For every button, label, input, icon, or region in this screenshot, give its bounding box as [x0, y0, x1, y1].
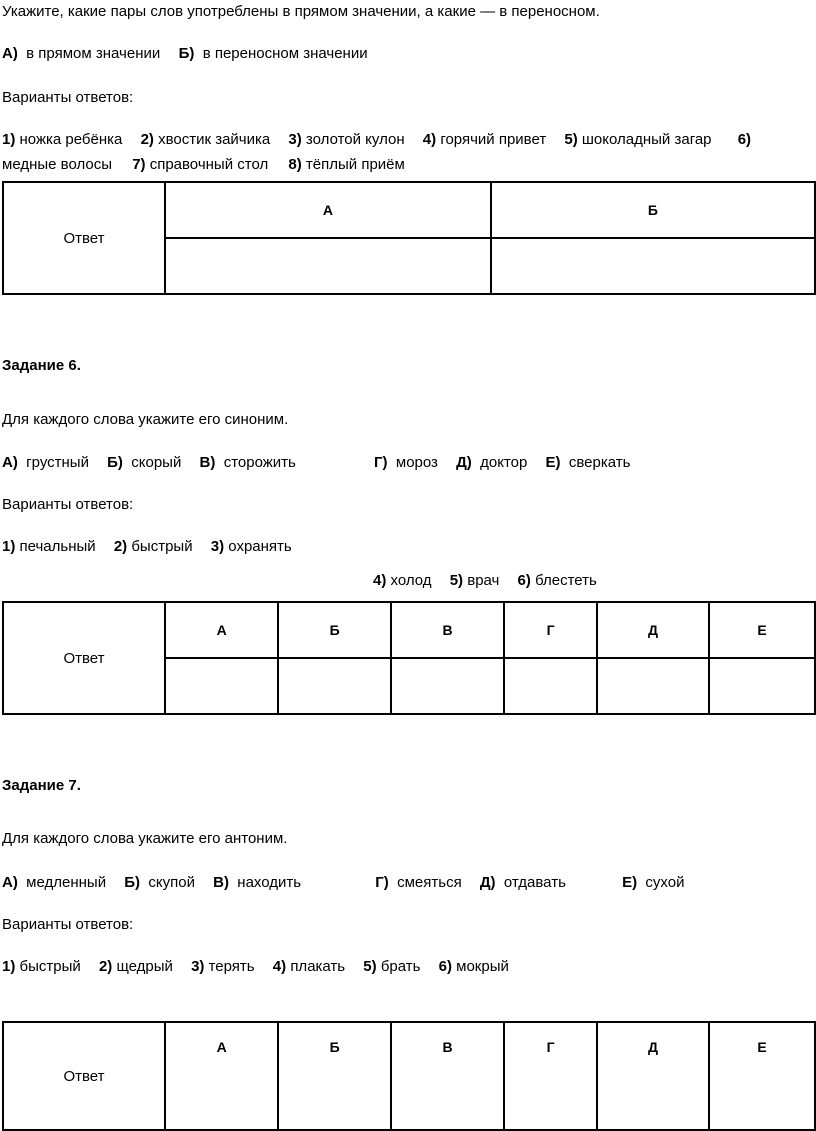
option-key: Б) — [178, 45, 195, 62]
variant-key: 6) — [737, 131, 752, 148]
answer-cell[interactable] — [504, 658, 597, 714]
task6-question: Для каждого слова укажите его синоним. — [2, 411, 289, 428]
variant-text: хвостик зайчика — [158, 131, 271, 148]
variant-key: 8) — [288, 156, 302, 173]
variant-key: 7) — [132, 156, 146, 173]
variant-key: 2) — [98, 958, 113, 975]
header-cell: Е — [709, 602, 815, 658]
variant-text: охранять — [228, 538, 292, 555]
word-text: отдавать — [503, 874, 566, 891]
word-text: сторожить — [223, 454, 296, 471]
task7-variants-label: Варианты ответов: — [2, 916, 134, 933]
task5-variants-line2 — [2, 155, 405, 175]
task7-question: Для каждого слова укажите его антоним. — [2, 830, 288, 847]
variant-key: 4) — [422, 131, 437, 148]
task7-answer-table — [2, 1021, 816, 1131]
variant-text: золотой кулон — [305, 131, 405, 148]
word-text: медленный — [26, 874, 107, 891]
header-cell: Г — [504, 1022, 597, 1130]
word-key: Б) — [107, 454, 123, 471]
word-key: Д) — [456, 454, 472, 471]
header-cell: Е — [709, 1022, 815, 1130]
word-key: Е) — [622, 874, 638, 891]
variant-text: быстрый — [131, 538, 193, 555]
option-key: А) — [2, 45, 18, 62]
option-text: в прямом значении — [26, 45, 161, 62]
variant-key: 3) — [191, 958, 205, 975]
variant-text: печальный — [19, 538, 96, 555]
word-key: А) — [2, 874, 18, 891]
word-text: сверкать — [568, 454, 631, 471]
variant-text: брать — [380, 958, 421, 975]
header-cell: Г — [504, 602, 597, 658]
variant-text: плакать — [290, 958, 346, 975]
task5-variants-label: Варианты ответов: — [2, 89, 134, 106]
answer-cell[interactable] — [709, 658, 815, 714]
task5-answer-table — [2, 181, 816, 295]
task6-variants-line1 — [2, 537, 292, 557]
variant-key: 6) — [517, 572, 531, 589]
word-key: Б) — [124, 874, 141, 891]
word-text: находить — [237, 874, 302, 891]
task7-variants — [2, 957, 509, 977]
task5-options — [2, 44, 368, 64]
variant-key: 6) — [438, 958, 452, 975]
header-cell: А — [165, 1022, 278, 1130]
header-cell: Б — [278, 602, 391, 658]
word-key: Г) — [375, 874, 389, 891]
variant-key: 1) — [2, 958, 16, 975]
header-cell: А — [165, 602, 278, 658]
variant-text: ножка ребёнка — [19, 131, 123, 148]
word-text: скупой — [148, 874, 195, 891]
task6-words — [2, 453, 630, 473]
header-cell: В — [391, 1022, 504, 1130]
variant-text: блестеть — [535, 572, 597, 589]
answer-label: Ответ — [3, 602, 165, 714]
header-cell: Д — [597, 1022, 709, 1130]
answer-cell[interactable] — [491, 238, 815, 294]
word-text: грустный — [26, 454, 89, 471]
variant-key: 2) — [113, 538, 128, 555]
word-key: А) — [2, 454, 18, 471]
variant-key: 2) — [140, 131, 154, 148]
word-text: доктор — [480, 454, 528, 471]
variant-key: 3) — [210, 538, 225, 555]
variant-key: 3) — [288, 131, 302, 148]
variant-key: 5) — [449, 572, 464, 589]
word-key: В) — [199, 454, 216, 471]
variant-text: быстрый — [19, 958, 81, 975]
variant-text: горячий привет — [440, 131, 547, 148]
variant-text: щедрый — [116, 958, 173, 975]
variant-text: мокрый — [456, 958, 509, 975]
answer-cell[interactable] — [165, 238, 491, 294]
variant-text: терять — [208, 958, 255, 975]
word-text: сухой — [645, 874, 685, 891]
task5-question: Укажите, какие пары слов употреблены в прямом значении, а какие — в переносном. — [2, 3, 600, 20]
variant-text: справочный стол — [149, 156, 269, 173]
task6-variants-label: Варианты ответов: — [2, 496, 134, 513]
header-cell: Б — [278, 1022, 391, 1130]
variant-key: 1) — [2, 538, 16, 555]
word-key: Е) — [545, 454, 561, 471]
task5-variants-line1 — [2, 130, 751, 150]
variant-text: шоколадный загар — [581, 131, 712, 148]
variant-key: 1) — [2, 131, 16, 148]
word-key: В) — [213, 874, 229, 891]
header-cell: А — [165, 182, 491, 238]
variant-key: 4) — [272, 958, 287, 975]
variant-key: 5) — [363, 958, 377, 975]
word-text: скорый — [131, 454, 182, 471]
word-text: смеяться — [397, 874, 462, 891]
answer-cell[interactable] — [391, 658, 504, 714]
task6-answer-table — [2, 601, 816, 715]
answer-cell[interactable] — [278, 658, 391, 714]
answer-label: Ответ — [3, 182, 165, 294]
variant-key: 4) — [373, 572, 387, 589]
answer-cell[interactable] — [597, 658, 709, 714]
task7-title: Задание 7. — [2, 777, 81, 794]
variant-text: врач — [467, 572, 500, 589]
variant-text: медные волосы — [2, 156, 113, 173]
variant-text: тёплый приём — [305, 156, 405, 173]
word-key: Д) — [479, 874, 496, 891]
header-cell: В — [391, 602, 504, 658]
task6-title: Задание 6. — [2, 357, 81, 374]
word-key: Г) — [374, 454, 388, 471]
option-text: в переносном значении — [202, 45, 368, 62]
variant-key: 5) — [564, 131, 578, 148]
answer-cell[interactable] — [165, 658, 278, 714]
task7-words — [2, 873, 684, 893]
header-cell: Б — [491, 182, 815, 238]
answer-label: Ответ — [3, 1022, 165, 1130]
task6-variants-line2 — [373, 571, 597, 591]
word-text: мороз — [395, 454, 438, 471]
header-cell: Д — [597, 602, 709, 658]
variant-text: холод — [390, 572, 432, 589]
